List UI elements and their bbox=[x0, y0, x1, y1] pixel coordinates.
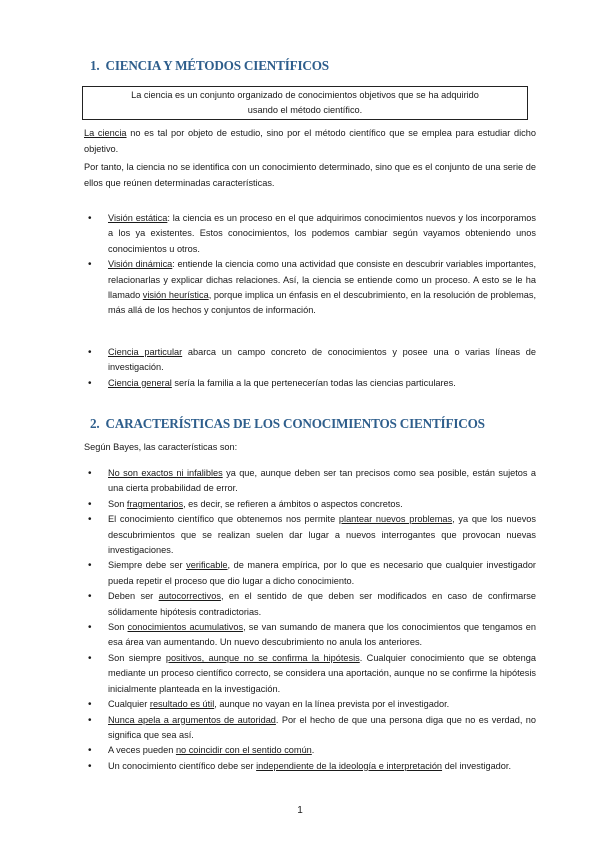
bullet-icon: • bbox=[88, 560, 92, 572]
list-item: • Un conocimiento científico debe ser independiente de la ideología e interpretación del investigador. bbox=[84, 759, 536, 774]
characteristics-list bbox=[84, 466, 536, 774]
list-item: • Ciencia general sería la familia a la que pertenecerían todas las ciencias particulares. bbox=[84, 376, 536, 391]
bullet-icon: • bbox=[88, 514, 92, 526]
definition-box: La ciencia es un conjunto organizado de conocimientos objetivos que se ha adquirido usando el método científico. bbox=[82, 86, 528, 120]
bullet-icon: • bbox=[88, 591, 92, 603]
bullet-icon: • bbox=[88, 760, 92, 772]
visions-list bbox=[84, 211, 536, 319]
list-item: • Son fragmentarios, es decir, se refieren a ámbitos o aspectos concretos. bbox=[84, 497, 536, 512]
ciencia-kinds-list bbox=[84, 345, 536, 391]
section-2-intro: Según Bayes, las características son: bbox=[84, 442, 238, 452]
list-item: • No son exactos ni infalibles ya que, aunque deben ser tan precisos como sea posible, están sujetos a una cierta probabilidad de error. bbox=[88, 468, 536, 494]
paragraph-conjunto: Por tanto, la ciencia no se identifica con un conocimiento determinado, sino que es el conjunto de una serie de ellos que reúnen determinadas características. bbox=[84, 162, 536, 188]
bullet-icon: • bbox=[88, 468, 92, 479]
list-item: • Ciencia particular abarca un campo concreto de conocimientos y posee una o varias líneas de investigación. bbox=[88, 347, 536, 373]
bullet-icon: • bbox=[88, 259, 92, 271]
list-item: • El conocimiento científico que obtenemos nos permite plantear nuevos problemas, ya que los nuevos descubrimientos que se realizan suelen dar lugar a nuevos interrogantes que provocan nuevas investigaciones. bbox=[88, 514, 536, 556]
bullet-icon: • bbox=[88, 699, 92, 711]
list-item: • Visión estática: la ciencia es un proceso en el que adquirimos conocimientos nuevos y los incorporamos a los ya existentes. Estos conocimientos, los podemos cambiar según vayamos obteniendo unos conocimientos u otros. bbox=[88, 213, 536, 254]
list-item: • Cualquier resultado es útil, aunque no vayan en la línea prevista por el investigador. bbox=[84, 697, 536, 712]
list-item: • Son conocimientos acumulativos, se van sumando de manera que los conocimientos que tengamos en esa área van aumentando. Un nuevo descubrimiento no anula los anteriores. bbox=[88, 622, 536, 648]
list-item: • Son siempre positivos, aunque no se confirma la hipótesis. Cualquier conocimiento que se obtenga mediante un proceso científico correcto, se considera una aportación, aunque no se confirme la hipótesis inicialmente planteada en la investigación. bbox=[88, 652, 536, 694]
list-item: • Deben ser autocorrectivos, en el sentido de que deben ser modificados en caso de confirmarse sólidamente hipótesis contradictorias. bbox=[88, 591, 536, 617]
section-1-heading: 1. CIENCIA Y MÉTODOS CIENTÍFICOS bbox=[90, 58, 329, 73]
paragraph-ciencia: La ciencia no es tal por objeto de estudio, sino por el método científico que se emplea para estudiar dicho objetivo. bbox=[84, 128, 536, 154]
list-item: • Siempre debe ser verificable, de manera empírica, por lo que es necesario que cualquier investigador pueda repetir el proceso que dio lugar a dicho conocimiento. bbox=[88, 560, 536, 586]
bullet-icon: • bbox=[88, 377, 92, 389]
bullet-icon: • bbox=[88, 347, 92, 358]
bullet-icon: • bbox=[88, 622, 92, 634]
list-item: • Visión dinámica: entiende la ciencia como una actividad que consiste en descubrir variables importantes, relacionarlas y explicar dichas relaciones. Así, la ciencia se entiende como un proceso. A esto se le ha llamado visión heurística, porque implica un énfasis en el descubrimiento, en la resolución de problemas, más allá de los hechos y conjuntos de información. bbox=[88, 259, 536, 316]
bullet-icon: • bbox=[88, 213, 92, 224]
bullet-icon: • bbox=[88, 745, 92, 757]
list-item: • Nunca apela a argumentos de autoridad. Por el hecho de que una persona diga que no es verdad, no significa que sea así. bbox=[88, 714, 536, 740]
bullet-icon: • bbox=[88, 652, 92, 664]
list-item: • A veces pueden no coincidir con el sentido común. bbox=[84, 743, 536, 758]
bullet-icon: • bbox=[88, 714, 92, 726]
section-2-heading: 2. CARACTERÍSTICAS DE LOS CONOCIMIENTOS CIENTÍFICOS bbox=[90, 416, 485, 431]
bullet-icon: • bbox=[88, 498, 92, 510]
page-number: 1 bbox=[297, 805, 303, 816]
